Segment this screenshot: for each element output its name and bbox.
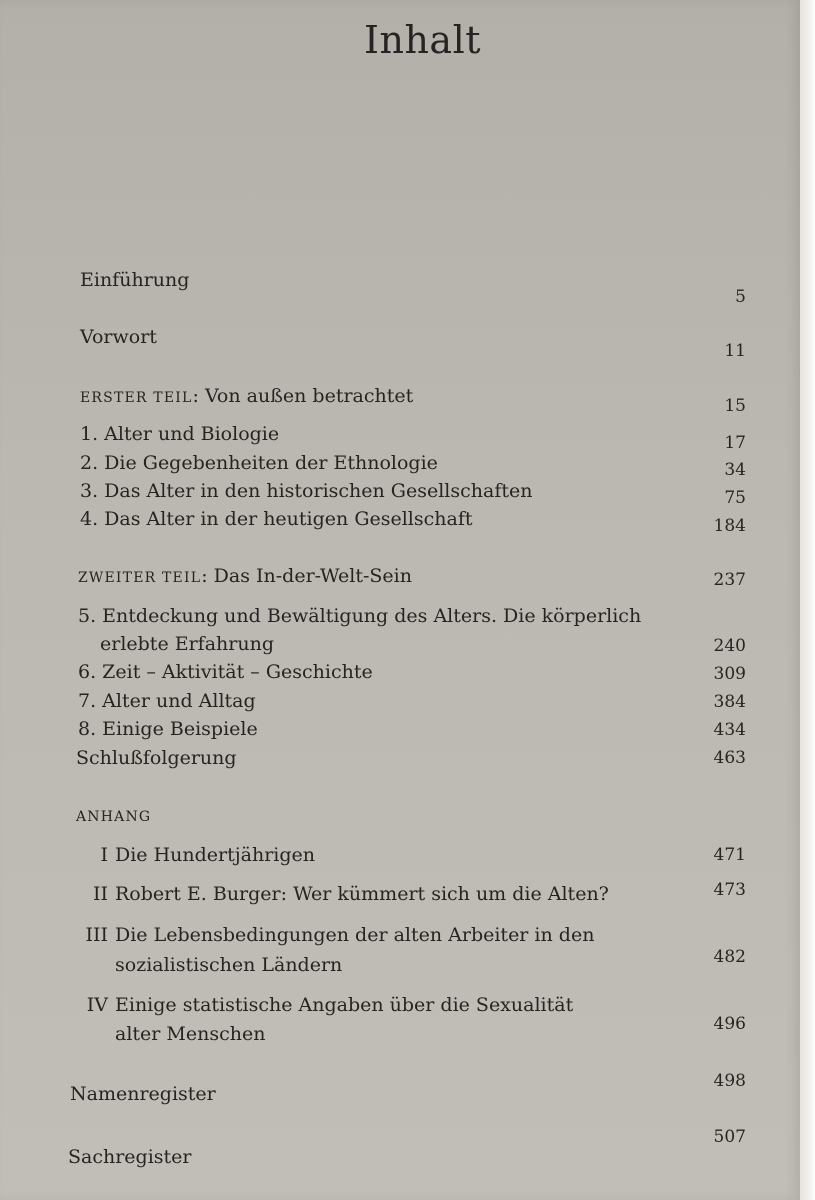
toc-entry-namen: Namenregister [70, 1083, 216, 1105]
toc-entry-a1: Die Hundertjährigen [115, 844, 316, 866]
toc-page-sach: 507 [713, 1127, 746, 1147]
toc-entry-a3-line2: sozialistischen Ländern [115, 954, 343, 976]
part-title: : Das In-der-Welt-Sein [201, 565, 412, 587]
toc-entry-vorwort: Vorwort [80, 326, 157, 348]
toc-anhang-heading: ANHANG [76, 809, 152, 825]
toc-numeral-a1: I [100, 844, 108, 866]
page-title: Inhalt [363, 18, 482, 62]
toc-entry-ch4: 4. Das Alter in der heutigen Gesellschaft [80, 508, 473, 530]
part-label: ZWEITER TEIL [78, 570, 202, 586]
toc-entry-ch2: 2. Die Gegebenheiten der Ethnologie [80, 452, 438, 474]
toc-page-schluss: 463 [713, 748, 746, 768]
toc-entry-ch6: 6. Zeit – Aktivität – Geschichte [78, 661, 373, 683]
page-edge [800, 0, 815, 1200]
toc-entry-a4-line2: alter Menschen [115, 1023, 266, 1045]
toc-entry-ch3: 3. Das Alter in den historischen Gesellschaften [80, 480, 533, 502]
toc-page-part-2: 237 [713, 570, 746, 590]
toc-page-a3: 482 [713, 947, 746, 967]
toc-page-ch5: 240 [713, 636, 746, 656]
part-label: ERSTER TEIL [80, 390, 193, 406]
toc-page-part-1: 15 [724, 396, 746, 416]
toc-numeral-a4: IV [86, 994, 108, 1016]
toc-part-2 [78, 562, 412, 593]
toc-entry-sach: Sachregister [68, 1146, 192, 1168]
toc-page-ch1: 17 [724, 433, 746, 453]
toc-page-einfuehrung: 5 [735, 287, 746, 307]
toc-entry-ch5-line2: erlebte Erfahrung [100, 633, 274, 655]
toc-page-ch3: 75 [724, 488, 746, 508]
toc-entry-ch5-line1: 5. Entdeckung und Bewältigung des Alters. Die körperlich [78, 605, 642, 627]
toc-entry-ch7: 7. Alter und Alltag [78, 690, 256, 712]
toc-page-namen: 498 [713, 1071, 746, 1091]
toc-entry-ch1: 1. Alter und Biologie [80, 423, 280, 445]
part-title: : Von außen betrachtet [192, 385, 414, 407]
toc-page-a1: 471 [713, 845, 746, 865]
toc-part-1 [80, 382, 413, 413]
toc-entry-a3-line1: Die Lebensbedingungen der alten Arbeiter in den [115, 924, 595, 946]
toc-page-vorwort: 11 [724, 341, 746, 361]
toc-page-a4: 496 [713, 1014, 746, 1034]
toc-page-a2: 473 [713, 880, 746, 900]
toc-page-ch2: 34 [724, 460, 746, 480]
toc-entry-einfuehrung: Einführung [80, 269, 190, 291]
toc-numeral-a2: II [92, 883, 108, 905]
toc-page-ch4: 184 [713, 516, 746, 536]
toc-entry-ch8: 8. Einige Beispiele [78, 718, 258, 740]
toc-entry-a4-line1: Einige statistische Angaben über die Sexualität [115, 994, 574, 1016]
toc-numeral-a3: III [85, 924, 108, 946]
toc-page-ch6: 309 [713, 664, 746, 684]
toc-page-ch7: 384 [713, 692, 746, 712]
toc-entry-schluss: Schlußfolgerung [76, 747, 237, 769]
toc-entry-a2: Robert E. Burger: Wer kümmert sich um die Alten? [115, 883, 609, 905]
toc-page-ch8: 434 [713, 720, 746, 740]
